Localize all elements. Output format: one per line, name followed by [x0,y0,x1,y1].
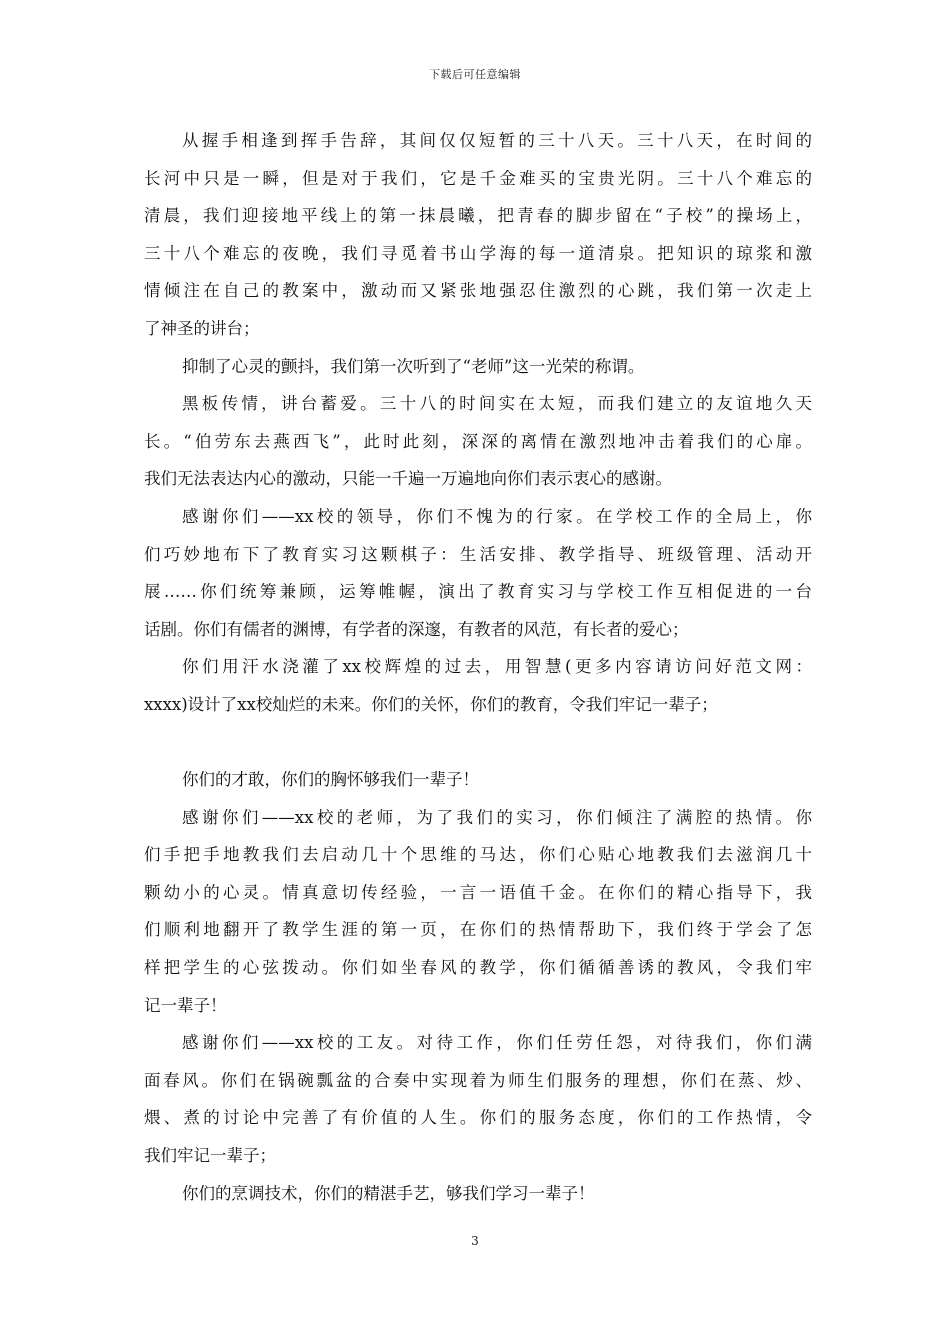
text-line: 抑制了心灵的颤抖，我们第一次听到了“老师”这一光荣的称谓。 [182,356,645,376]
paragraph [144,1024,812,1174]
paragraph [144,648,812,723]
paragraph [144,761,812,799]
paragraph [144,122,812,348]
text-line: 我们无法表达内心的激动，只能一千遍一万遍地向你们表示衷心的感谢。 [144,469,672,489]
text-line: 你们的烹调技术，你们的精湛手艺，够我们学习一辈子！ [182,1183,595,1203]
text-line: 记一辈子！ [144,995,227,1015]
text-line: 你们的才敢，你们的胸怀够我们一辈子！ [182,770,479,790]
text-line: 们手把手地教我们去启动几十个思维的马达，你们心贴心地教我们去滋润几十 [144,845,812,865]
text-line: 你们用汗水浇灌了xx校辉煌的过去，用智慧(更多内容请访问好范文网： [182,657,812,677]
text-line: 长。“伯劳东去燕西飞”，此时此刻，深深的离情在激烈地冲击着我们的心扉。 [144,431,812,451]
paragraph [144,498,812,648]
text-line: 我们牢记一辈子； [144,1146,276,1166]
text-line: 们顺利地翻开了教学生涯的第一页，在你们的热情帮助下，我们终于学会了怎 [144,920,812,940]
text-line: 了神圣的讲台； [144,318,260,338]
text-line: 长河中只是一瞬，但是对于我们，它是千金难买的宝贵光阴。三十八个难忘的 [144,168,812,188]
text-line: 从握手相逢到挥手告辞，其间仅仅短暂的三十八天。三十八天，在时间的 [182,131,812,150]
page-number: 3 [471,1234,479,1248]
text-line: 煨、煮的讨论中完善了有价值的人生。你们的服务态度，你们的工作热情，令 [144,1108,812,1128]
blank-line [144,724,812,762]
paragraph [144,348,812,386]
paragraph [144,799,812,1025]
text-line: 样把学生的心弦拨动。你们如坐春风的教学，你们循循善诱的教风，令我们牢 [144,958,812,978]
text-line: xxxx)设计了xx校灿烂的未来。你们的关怀，你们的教育，令我们牢记一辈子； [144,694,718,714]
text-line: 感谢你们——xx校的老师，为了我们的实习，你们倾注了满腔的热情。你 [182,807,812,827]
text-line: 清晨，我们迎接地平线上的第一抹晨曦，把青春的脚步留在“子校”的操场上， [144,206,812,226]
paragraph [144,1175,812,1213]
text-line: 黑板传情，讲台蓄爱。三十八的时间实在太短，而我们建立的友谊地久天 [182,394,812,414]
text-line: 感谢你们——xx校的领导，你们不愧为的行家。在学校工作的全局上，你 [182,506,812,526]
paragraph [144,385,812,498]
text-line: 感谢你们——xx校的工友。对待工作，你们任劳任怨，对待我们，你们满 [182,1033,812,1053]
text-line: 颗幼小的心灵。情真意切传经验，一言一语值千金。在你们的精心指导下，我 [144,882,812,902]
text-line: 情倾注在自己的教案中，激动而又紧张地强忍住激烈的心跳，我们第一次走上 [144,281,812,301]
text-line: 面春风。你们在锅碗瓢盆的合奏中实现着为师生们服务的理想，你们在蒸、炒、 [144,1070,812,1090]
text-line: 展……你们统筹兼顾，运筹帷幄，演出了教育实习与学校工作互相促进的一台 [144,582,812,602]
text-line: 话剧。你们有儒者的渊博，有学者的深邃，有教者的风范，有长者的爱心； [144,619,689,639]
document-body [144,122,812,1212]
page-header: 下载后可任意编辑 [429,68,521,81]
text-line: 们巧妙地布下了教育实习这颗棋子：生活安排、教学指导、班级管理、活动开 [144,544,812,564]
text-line: 三十八个难忘的夜晚，我们寻觅着书山学海的每一道清泉。把知识的琼浆和激 [144,243,812,263]
